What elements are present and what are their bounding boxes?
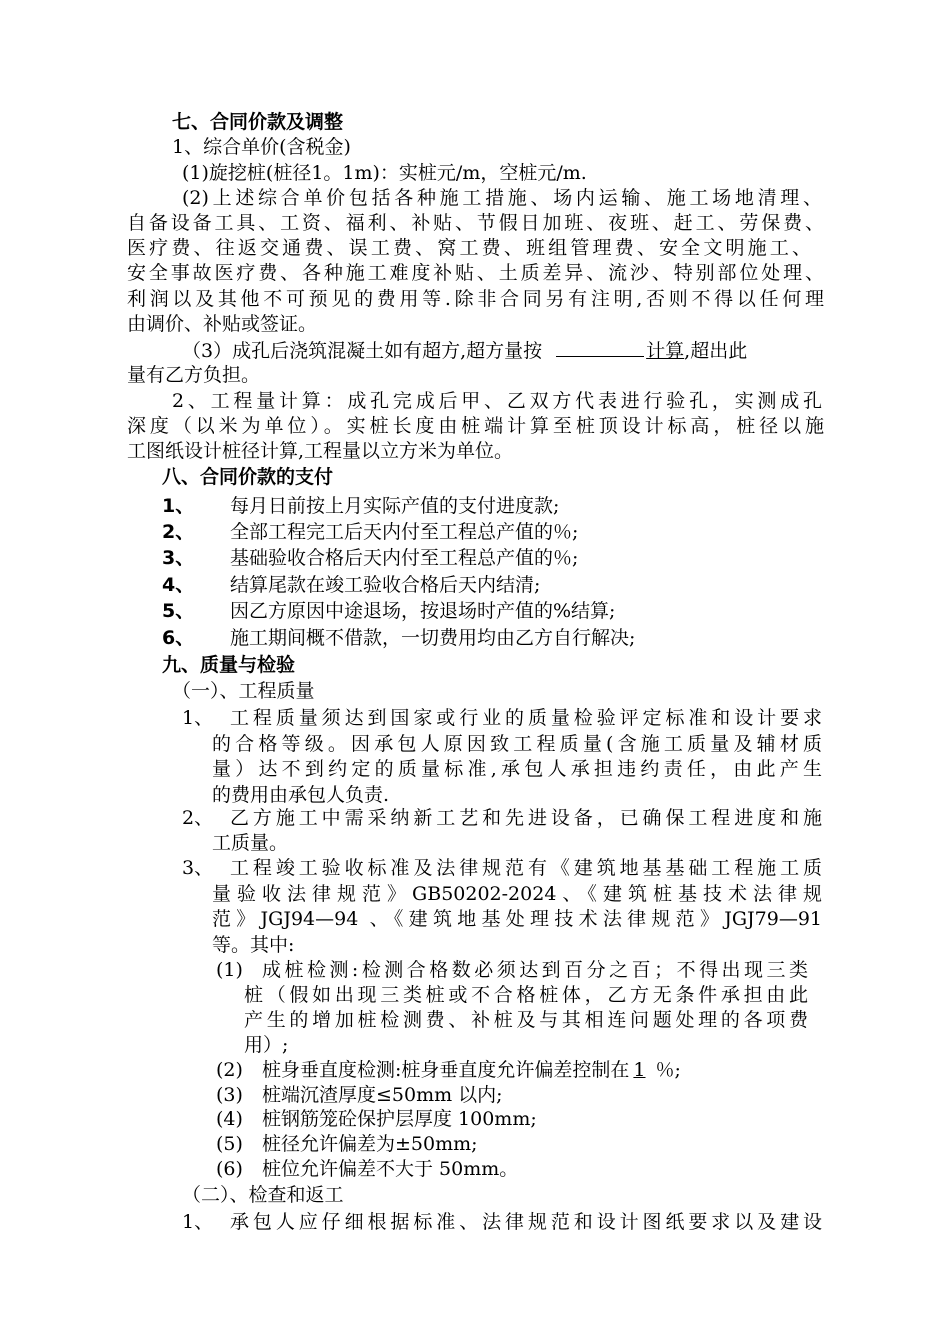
text-line: 工程质量须达到国家或行业的质量检验评定标准和设计要求 <box>230 707 822 729</box>
check-item: 桩位允许偏差不大于 50mm。 <box>262 1158 519 1180</box>
section-9-heading: 九、质量与检验 <box>162 654 296 676</box>
paragraph-quantity: 2、工程量计算：成孔完成后甲、乙双方代表进行验孔，实测成孔 <box>172 390 822 412</box>
paragraph-overage <box>182 338 747 363</box>
text-line: 的费用由承包人负责. <box>212 784 390 806</box>
check-item-number: (3) <box>216 1084 243 1106</box>
text-line: 量有乙方负担。 <box>127 364 261 386</box>
check-item: 桩端沉渣厚度≤50mm 以内; <box>262 1084 503 1106</box>
list-item: 施工期间概不借款，一切费用均由乙方自行解决; <box>230 627 636 649</box>
text-line: 等。其中: <box>212 934 295 956</box>
subsection-inspection: （二）、检查和返工 <box>182 1184 344 1206</box>
list-item-number: 1、 <box>162 495 195 517</box>
paragraph-pile-price: (1)旋挖桩(桩径1。1m)：实桩元/m，空桩元/m. <box>182 162 587 184</box>
subsection-quality: （一）、工程质量 <box>172 680 315 702</box>
text-line: 工图纸设计桩径计算,工程量以立方米为单位。 <box>127 440 514 462</box>
text-line: 用）; <box>244 1034 289 1056</box>
list-item-number: 1、 <box>182 707 214 729</box>
text-line: 乙方施工中需采纳新工艺和先进设备，已确保工程进度和施 <box>230 807 822 829</box>
check-item: 桩径允许偏差为±50mm; <box>262 1133 478 1155</box>
text-line: 承包人应仔细根据标准、法律规范和设计图纸要求以及建设 <box>230 1211 822 1233</box>
check-item-number: (2) <box>216 1059 243 1081</box>
blank-underline <box>556 338 644 357</box>
text-line: 范》JGJ94—94 、《建筑地基处理技术法律规范》JGJ79—91 <box>212 908 822 930</box>
text-line: 量）达不到约定的质量标准,承包人承担违约责任，由此产生 <box>212 758 822 780</box>
verticality-percent: ％; <box>649 1059 681 1081</box>
list-item-number: 2、 <box>182 807 214 829</box>
list-item-number: 5、 <box>162 600 195 622</box>
list-item: 结算尾款在竣工验收合格后天内结清; <box>230 574 541 596</box>
text-line: 利润以及其他不可预见的费用等.除非合同另有注明,否则不得以任何理 <box>127 288 824 310</box>
section-8-heading: 八、合同价款的支付 <box>162 466 334 488</box>
list-item: 全部工程完工后天内付至工程总产值的％; <box>230 521 579 543</box>
check-item-number: (6) <box>216 1158 243 1180</box>
verticality-value: 1 <box>633 1059 646 1081</box>
list-item: 每月日前按上月实际产值的支付进度款; <box>230 495 560 517</box>
text-line: 自备设备工具、工资、福利、补贴、节假日加班、夜班、赶工、劳保费、 <box>127 212 824 234</box>
overage-text: （3）成孔后浇筑混凝土如有超方,超方量按 <box>182 340 543 362</box>
text-line: 安全事故医疗费、各种施工难度补贴、土质差异、流沙、特别部位处理、 <box>127 262 824 284</box>
check-item-number: (4) <box>216 1108 243 1130</box>
check-item-number: (1) <box>216 959 243 981</box>
text-line: 成桩检测:检测合格数必须达到百分之百；不得出现三类 <box>262 959 808 981</box>
paragraph-unit-price: 1、综合单价(含税金) <box>172 136 351 158</box>
list-item: 因乙方原因中途退场，按退场时产值的%结算; <box>230 600 616 622</box>
check-item-verticality <box>262 1058 681 1082</box>
text-line: 的合格等级。因承包人原因致工程质量(含施工质量及辅材质 <box>212 733 822 755</box>
overage-text-end: ,超出此 <box>684 340 748 362</box>
verticality-text: 桩身垂直度检测:桩身垂直度允许偏差控制在 <box>262 1059 630 1081</box>
text-line: 由调价、补贴或签证。 <box>127 313 318 335</box>
list-item-number: 3、 <box>162 547 195 569</box>
list-item-number: 3、 <box>182 857 214 879</box>
text-line: 医疗费、往返交通费、误工费、窝工费、班组管理费、安全文明施工、 <box>127 237 811 259</box>
text-line: 量验收法律规范》GB50202-2024、《建筑桩基技术法律规 <box>212 883 822 905</box>
text-line: 深度（以米为单位）。实桩长度由桩端计算至桩顶设计标高，桩径以施 <box>127 415 824 437</box>
text-line: 工质量。 <box>212 832 289 854</box>
list-item-number: 4、 <box>162 574 195 596</box>
text-line: 桩（假如出现三类桩或不合格桩体，乙方无条件承担由此 <box>244 984 808 1006</box>
calc-underlined: 计算 <box>646 340 685 362</box>
list-item-number: 2、 <box>162 521 195 543</box>
check-item: 桩钢筋笼砼保护层厚度 100mm; <box>262 1108 537 1130</box>
text-line: 产生的增加桩检测费、补桩及与其相连问题处理的各项费 <box>244 1009 808 1031</box>
list-item: 基础验收合格后天内付至工程总产值的％; <box>230 547 579 569</box>
text-line: 工程竣工验收标准及法律规范有《建筑地基基础工程施工质 <box>230 857 822 879</box>
text-line: (2)上述综合单价包括各种施工措施、场内运输、施工场地清理、 <box>182 187 822 209</box>
section-7-heading: 七、合同价款及调整 <box>172 111 344 133</box>
list-item-number: 6、 <box>162 627 195 649</box>
check-item-number: (5) <box>216 1133 243 1155</box>
list-item-number: 1、 <box>182 1211 214 1233</box>
